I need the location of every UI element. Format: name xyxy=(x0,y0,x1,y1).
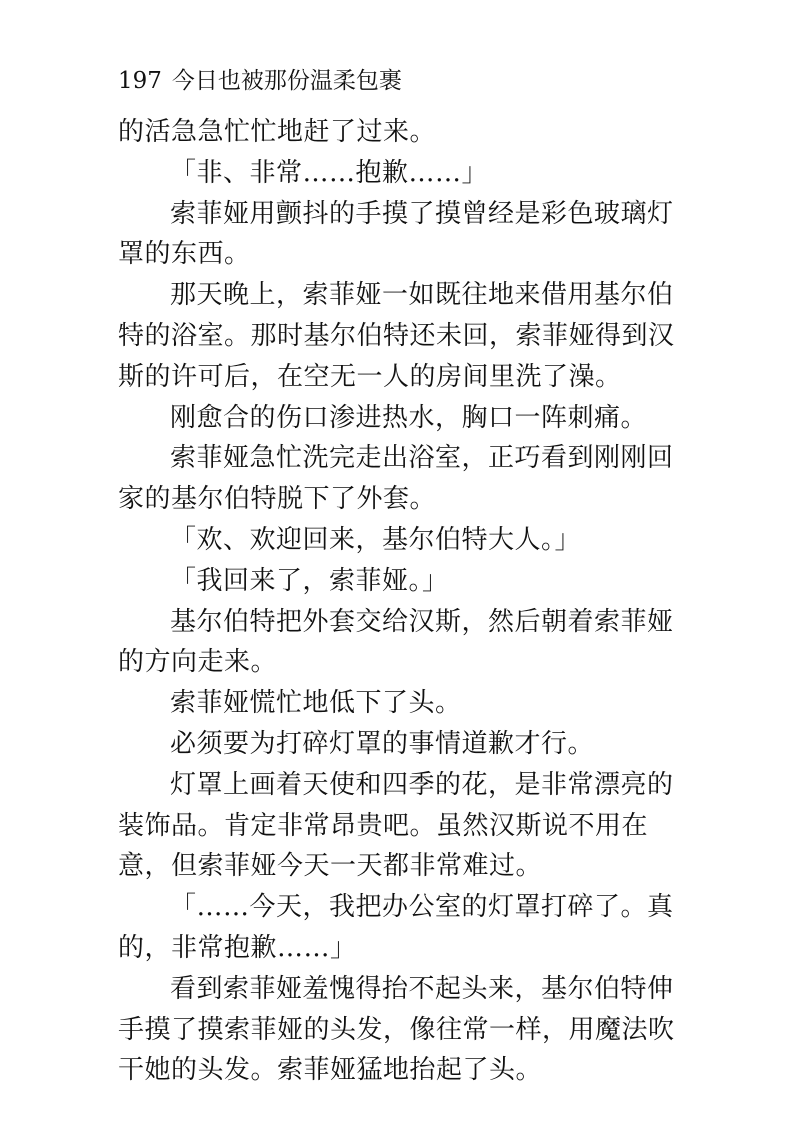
dialogue-paragraph: 「我回来了，索菲娅。」 xyxy=(170,565,449,596)
paragraph: 基尔伯特把外套交给汉斯，然后朝着索菲娅的方向走来。 xyxy=(118,606,674,678)
paragraph: 的活急急忙忙地赶了过来。 xyxy=(118,117,437,147)
paragraph: 索菲娅用颤抖的手摸了摸曾经是彩色玻璃灯罩的东西。 xyxy=(118,198,674,270)
paragraph: 索菲娅急忙洗完走出浴室，正巧看到刚刚回家的基尔伯特脱下了外套。 xyxy=(118,443,674,515)
dialogue-paragraph: 「……今天，我把办公室的灯罩打碎了。真的，非常抱歉……」 xyxy=(118,892,674,963)
paragraph: 看到索菲娅羞愧得抬不起头来，基尔伯特伸手摸了摸索菲娅的头发，像往常一样，用魔法吹干她的头发。索菲娅猛地抬起了头。 xyxy=(118,973,675,1086)
paragraph: 刚愈合的伤口渗进热水，胸口一阵刺痛。 xyxy=(170,402,648,433)
paragraph: 必须要为打碎灯罩的事情道歉才行。 xyxy=(170,728,595,759)
page-number: 197 xyxy=(118,68,162,94)
dialogue-paragraph: 「非、非常……抱歉……」 xyxy=(170,157,489,188)
paragraph: 灯罩上画着天使和四季的花，是非常漂亮的装饰品。肯定非常昂贵吧。虽然汉斯说不用在意，但索菲娅今天一天都非常难过。 xyxy=(118,769,674,882)
paragraph: 索菲娅慌忙地低下了头。 xyxy=(170,688,462,719)
book-title: 今日也被那份温柔包裹 xyxy=(171,68,402,94)
page-body xyxy=(118,112,698,1091)
paragraph: 那天晚上，索菲娅一如既往地来借用基尔伯特的浴室。那时基尔伯特还未回，索菲娅得到汉斯的许可后，在空无一人的房间里洗了澡。 xyxy=(118,280,675,392)
dialogue-paragraph: 「欢、欢迎回来，基尔伯特大人。」 xyxy=(170,524,582,555)
running-header xyxy=(118,66,402,96)
